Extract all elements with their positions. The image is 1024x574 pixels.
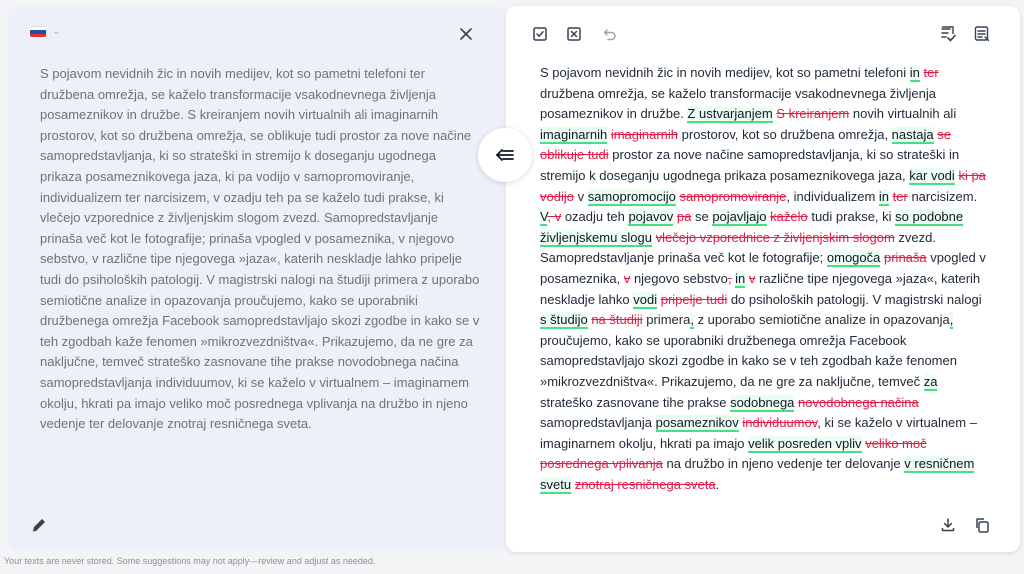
suggestion-deletion[interactable]: S kreiranjem <box>776 106 850 122</box>
suggestion-deletion[interactable]: , <box>727 270 732 286</box>
accept-all-button[interactable] <box>530 24 550 44</box>
suggestion-insertion[interactable]: omogoča <box>826 250 881 266</box>
download-button[interactable] <box>938 515 958 535</box>
text-segment: družbena omrežja, se kaželo transformacije vsakodnevnega življenja posameznikov in družbe. <box>540 85 936 122</box>
text-segment: vpogled v posameznika, <box>540 250 986 286</box>
result-panel <box>506 6 1020 552</box>
suggestion-deletion[interactable]: pa <box>676 209 692 225</box>
suggestion-deletion[interactable]: individuumov <box>742 415 818 431</box>
suggestion-insertion[interactable]: Z ustvarjanjem <box>687 106 773 122</box>
text-segment: na družbo in njeno vedenje ter delovanje <box>662 456 905 472</box>
suggestion-deletion[interactable]: vlečejo vzporednice z življenjskim slogom <box>655 229 895 245</box>
text-segment: do psiholoških patologij. V magistrski nalogi <box>727 291 982 307</box>
suggestion-deletion[interactable]: kaželo <box>770 209 808 225</box>
chevron-down-icon: ⌄ <box>52 25 61 37</box>
source-text[interactable]: S pojavom nevidnih žic in novih medijev, kot so pametni telefoni ter družbena omrežja, se kaželo transformacije vsakodnevnega življenja posameznikov in družbe. S kreiranjem novih virtualnih ali imaginarnih prostorov, kot so družbena omrežja, se oblikuje tudi prostor za nove načine samopredstavljanja, ki so strateški in stremijo k doseganju ugodnega prikaza posameznikovega jaza, ki pa vodijo v samopromoviranje, individualizem ter narcisizem, v ozadju teh pa se kaželo tudi prakse, ki vlečejo vzporednice z življenjskim slogom zvezd. Samopredstavljanje prinaša več kot le fotografije; prinaša vpogled v posameznika, v njegovo sebstvo, v različne tipe njegovega »jaza«, katerih neskladje lahko pripelje tudi do psiholoških patologij. V magistrski nalogi na študiji primera z uporabo semiotične analize in opazovanja proučujemo, kako se uporabniki družbenega omrežja Facebook samopredstavljajo skozi zgodbe in kako se v teh zgodbah kaže fenomen »mikrozvezdništva«. Prikazujemo, da ne gre za naključne, temveč strateško zasnovane tihe prakse novodobnega načina samopredstavljanja individuumov, ki se kaželo v virtualnem – imaginarnem okolju, hkrati pa imajo veliko moč posrednega vplivanja na družbo in njeno vedenje ter delovanje znotraj resničnega sveta. <box>40 66 480 432</box>
suggestion-insertion[interactable]: pojavov <box>628 209 674 225</box>
text-segment: njegovo sebstvo <box>630 270 728 286</box>
suggestion-deletion[interactable]: v <box>623 270 631 286</box>
text-segment: . <box>715 476 720 492</box>
suggestion-deletion[interactable]: veliko moč posrednega vplivanja <box>540 435 927 472</box>
suggestion-deletion[interactable]: pripelje tudi <box>660 291 728 307</box>
text-segment: tudi prakse, ki <box>807 209 896 225</box>
text-segment: novih virtualnih ali <box>849 106 957 122</box>
text-segment: z uporabo semiotične analize in opazovanja <box>693 312 950 328</box>
text-segment: prostor za nove načine samopredstavljanja, ki so strateški in stremijo k doseganju ugodnega prikaza posameznikovega jaza, <box>540 147 960 183</box>
pencil-icon <box>30 516 48 534</box>
text-segment: primera <box>642 312 691 328</box>
summary-notes-button[interactable] <box>972 24 992 44</box>
text-segment: prostorov, kot so družbena omrežja, <box>678 126 892 142</box>
close-icon <box>459 27 473 41</box>
suggestion-insertion[interactable]: , <box>690 312 694 328</box>
suggestion-insertion[interactable]: vodi <box>633 291 658 307</box>
suggestion-insertion[interactable]: velik posreden vpliv <box>748 435 862 451</box>
copy-button[interactable] <box>972 515 992 535</box>
suggestion-insertion[interactable]: so podobne življenjskemu slogu <box>540 209 964 245</box>
close-button[interactable] <box>456 24 476 44</box>
suggestion-insertion[interactable]: za <box>923 373 938 389</box>
apply-to-source-button[interactable] <box>478 128 532 182</box>
text-segment: proučujemo, kako se uporabniki družbenega omrežja Facebook samopredstavljajo skozi zgodbe in kako se v teh zgodbah kaže fenomen »mikrozvezdništva«. Prikazujemo, da ne gre za naključne, temveč <box>540 332 957 389</box>
text-segment: S pojavom nevidnih žic in novih medijev, kot so pametni telefoni <box>540 65 910 80</box>
text-segment: ozadju teh <box>561 209 629 225</box>
suggestion-insertion[interactable]: v resničnem svetu <box>540 456 975 492</box>
language-selector[interactable] <box>30 26 60 37</box>
text-segment: , ki se kaželo v virtualnem – imaginarnem okolju, hkrati pa imajo <box>540 415 977 451</box>
suggestion-deletion[interactable]: se oblikuje tudi <box>540 126 951 163</box>
copy-icon <box>974 517 990 533</box>
suggestion-insertion[interactable]: , <box>949 312 954 328</box>
text-segment: se <box>691 209 713 225</box>
undo-button[interactable] <box>600 24 620 44</box>
reject-all-button[interactable] <box>564 24 584 44</box>
text-segment: zvezd. Samopredstavljanje prinaša več kot le fotografije; <box>540 229 936 266</box>
suggestion-deletion[interactable]: novodobnega načina <box>798 394 919 410</box>
suggestion-deletion[interactable]: ter <box>892 188 908 204</box>
summary-notes-icon <box>973 25 991 43</box>
suggestion-insertion[interactable]: sodobnega <box>730 394 795 410</box>
text-segment: strateško zasnovane tihe prakse <box>540 394 731 410</box>
suggestion-insertion[interactable]: posameznikov <box>655 415 739 431</box>
edit-button[interactable] <box>30 516 48 534</box>
suggestion-deletion[interactable]: prinaša <box>884 250 927 266</box>
text-segment: samopredstavljanja <box>540 415 656 431</box>
suggestion-insertion[interactable]: nastaja <box>891 126 934 142</box>
text-segment: v <box>573 188 588 204</box>
text-segment: različne tipe njegovega »jaza«, katerih neskladje lahko <box>540 270 981 307</box>
suggestion-insertion[interactable]: pojavljajo <box>712 209 767 225</box>
download-icon <box>940 517 956 533</box>
slovenia-flag-icon <box>30 26 46 37</box>
accept-all-icon <box>532 26 548 42</box>
suggestion-deletion[interactable]: na študiji <box>591 312 643 328</box>
arrow-left-lines-icon <box>495 147 515 163</box>
privacy-note: Your texts are never stored. Some suggestions may not apply—review and adjust as needed. <box>4 556 376 566</box>
suggestion-insertion[interactable]: imaginarnih <box>540 126 608 142</box>
review-checklist-button[interactable] <box>938 24 958 44</box>
suggestion-deletion[interactable]: imaginarnih <box>610 126 679 142</box>
text-segment: , individualizem <box>786 188 879 204</box>
suggestion-insertion[interactable]: in <box>878 188 890 204</box>
text-segment: narcisizem. <box>907 188 978 204</box>
suggestion-insertion[interactable]: kar vodi <box>909 167 955 183</box>
suggestion-deletion[interactable]: v <box>748 270 756 286</box>
suggestion-deletion[interactable]: ki pa vodijo <box>540 167 986 204</box>
reject-all-icon <box>566 26 582 42</box>
suggestion-insertion[interactable]: V <box>540 209 548 225</box>
undo-icon <box>602 26 618 42</box>
suggestion-deletion[interactable]: ter <box>923 65 939 80</box>
corrected-text[interactable] <box>540 63 988 495</box>
suggestion-deletion[interactable]: samopromoviranje <box>679 188 787 204</box>
suggestion-insertion[interactable]: in <box>735 270 746 286</box>
review-checklist-icon <box>939 25 957 43</box>
suggestion-deletion[interactable]: , v <box>547 209 562 225</box>
suggestion-insertion[interactable]: in <box>909 65 920 80</box>
source-panel <box>8 6 504 550</box>
suggestion-insertion[interactable]: s študijo <box>540 312 588 328</box>
suggestion-deletion[interactable]: znotraj resničnega sveta <box>574 476 716 492</box>
suggestion-insertion[interactable]: samopromocijo <box>587 188 676 204</box>
